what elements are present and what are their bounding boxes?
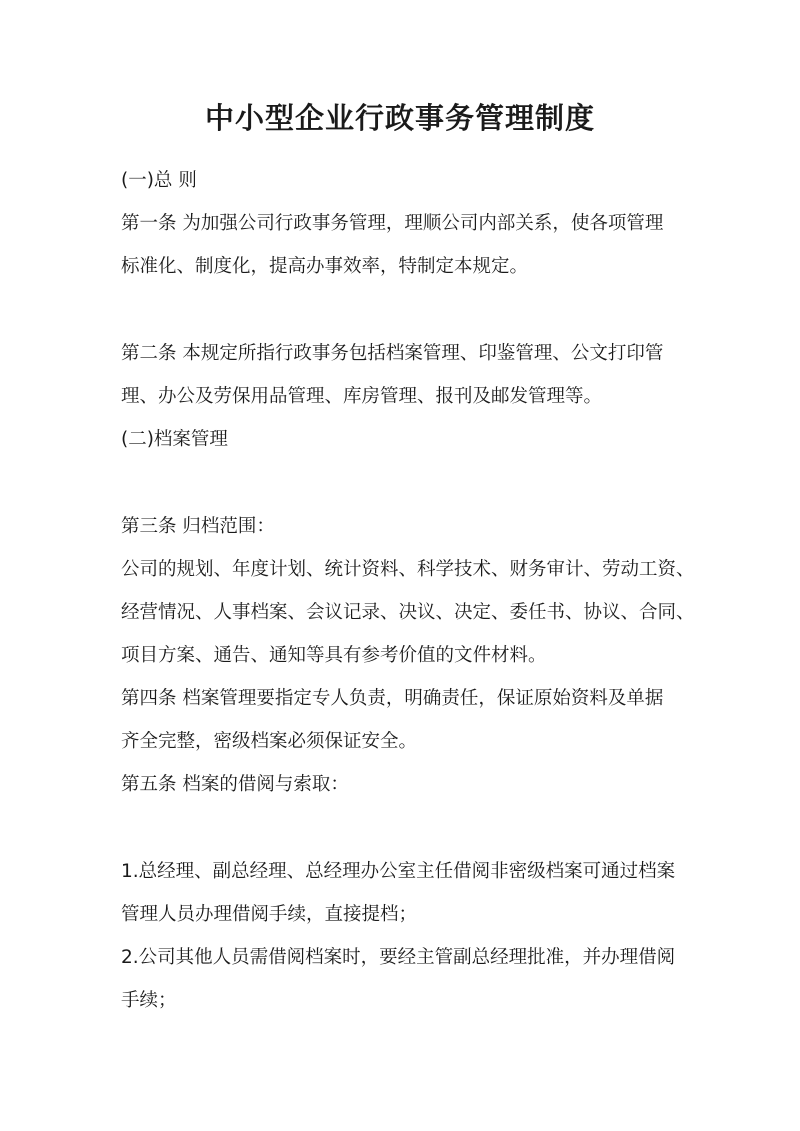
article-3-heading: 第三条 归档范围： bbox=[121, 516, 275, 537]
article-5-item-1-line-2: 管理人员办理借阅手续，直接提档； bbox=[121, 904, 418, 925]
article-3-line-2: 经营情况、人事档案、会议记录、决议、决定、委任书、协议、合同、 bbox=[121, 602, 695, 623]
article-1-line-1: 第一条 为加强公司行政事务管理，理顺公司内部关系，使各项管理 bbox=[121, 213, 664, 234]
article-5-item-1-line-1: 1.总经理、副总经理、总经理办公室主任借阅非密级档案可通过档案 bbox=[121, 861, 676, 882]
section-heading-general: (一)总 则 bbox=[121, 170, 197, 191]
document-title: 中小型企业行政事务管理制度 bbox=[204, 101, 595, 135]
article-3-line-3: 项目方案、通告、通知等具有参考价值的文件材料。 bbox=[121, 645, 547, 666]
section-heading-archives: (二)档案管理 bbox=[121, 429, 228, 450]
article-1-line-2: 标准化、制度化，提高办事效率，特制定本规定。 bbox=[121, 256, 529, 277]
article-4-line-1: 第四条 档案管理要指定专人负责，明确责任，保证原始资料及单据 bbox=[121, 688, 664, 709]
article-2-line-2: 理、办公及劳保用品管理、库房管理、报刊及邮发管理等。 bbox=[121, 386, 603, 407]
article-5-heading: 第五条 档案的借阅与索取： bbox=[121, 774, 349, 795]
article-2-line-1: 第二条 本规定所指行政事务包括档案管理、印鉴管理、公文打印管 bbox=[121, 343, 664, 364]
article-5-item-2-line-1: 2.公司其他人员需借阅档案时，要经主管副总经理批准，并办理借阅 bbox=[121, 947, 676, 968]
article-5-item-2-line-2: 手续； bbox=[121, 990, 177, 1011]
article-3-line-1: 公司的规划、年度计划、统计资料、科学技术、财务审计、劳动工资、 bbox=[121, 559, 695, 580]
article-4-line-2: 齐全完整，密级档案必须保证安全。 bbox=[121, 731, 418, 752]
